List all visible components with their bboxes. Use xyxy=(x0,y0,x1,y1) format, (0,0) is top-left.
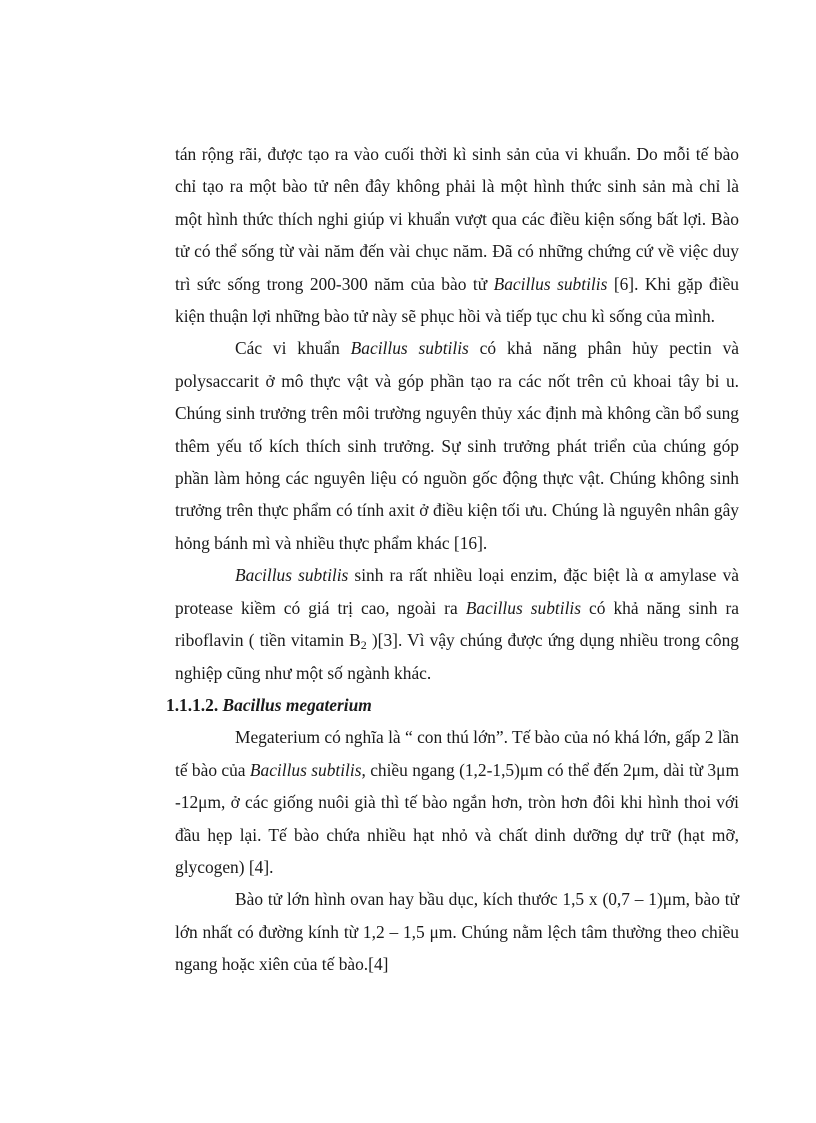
text-run: Bào tử lớn hình ovan hay bầu dục, kích thước 1,5 x (0,7 – 1)μm, bào tử lớn nhất có đường kính từ 1,2 – 1,5 μm. Chúng nằm lệch tâm thường theo chiều ngang hoặc xiên của tế bào.[4] xyxy=(175,889,739,975)
text-run: sinh ra rất nhiều loại enzim, đặc biệt là α amylase và protease kiềm có giá trị cao, ngoài ra xyxy=(175,565,739,618)
section-heading xyxy=(166,689,739,721)
italic-term: Bacillus subtilis xyxy=(350,338,469,359)
text-run: Megaterium có nghĩa là “ con thú lớn”. Tế bào của nó khá lớn, gấp 2 lần tế bào của xyxy=(175,727,739,780)
paragraph xyxy=(175,138,739,332)
text-run: có khả năng phân hủy pectin và polysaccarit ở mô thực vật và góp phần tạo ra các nốt trên củ khoai tây bi u. Chúng sinh trưởng trên môi trường nguyên thủy xác định mà không cần bổ sung thêm yếu tố kích thích sinh trưởng. Sự sinh trưởng phát triển của chúng góp phần làm hỏng các nguyên liệu có nguồn gốc động thực vật. Chúng không sinh trưởng trên thực phẩm có tính axit ở điều kiện tối ưu. Chúng là nguyên nhân gây hỏng bánh mì và nhiều thực phẩm khác [16]. xyxy=(175,338,739,553)
text-run: )[3]. Vì vậy chúng được ứng dụng nhiều trong công nghiệp cũng như một số ngành khác. xyxy=(175,630,739,683)
document-body xyxy=(166,138,740,981)
subscript: 2 xyxy=(360,638,367,653)
text-run: [6]. Khi gặp điều kiện thuận lợi những bào tử này sẽ phục hồi và tiếp tục chu kì sống của mình. xyxy=(175,273,740,327)
paragraph xyxy=(175,559,739,689)
section-number: 1.1.1.2. xyxy=(166,694,219,715)
text-run: tán rộng rãi, được tạo ra vào cuối thời kì sinh sản của vi khuẩn. Do mỗi tế bào chỉ tạo ra một bào tử nên đây không phải là một hình thức sinh sản mà chỉ là một hình thức thích nghi giúp vi khuẩn vượt qua các điều kiện sống bất lợi. Bào tử có thể sống từ vài năm đến vài chục năm. Đã có những chứng cứ về việc duy trì sức sống trong 200-300 năm của bào tử xyxy=(175,144,739,294)
text-run: , chiều ngang (1,2-1,5)μm có thể đến 2μm, dài từ 3μm -12μm, ở các giống nuôi già thì tế bào ngắn hơn, tròn hơn đôi khi hình thoi với đầu hẹp lại. Tế bào chứa nhiều hạt nhỏ và chất dinh dưỡng dự trữ (hạt mỡ, glycogen) [4]. xyxy=(175,759,739,877)
italic-term: Bacillus subtilis xyxy=(493,273,608,294)
italic-term: Bacillus subtilis xyxy=(465,597,581,618)
paragraph xyxy=(175,721,739,883)
paragraph xyxy=(175,332,739,559)
italic-term: Bacillus subtilis xyxy=(235,565,349,586)
italic-term: Bacillus subtilis xyxy=(249,759,362,780)
text-run: có khả năng sinh ra riboflavin ( tiền vitamin B xyxy=(175,597,739,651)
section-title: Bacillus megaterium xyxy=(222,694,372,715)
paragraph xyxy=(175,883,739,980)
text-run: Các vi khuẩn xyxy=(235,338,351,359)
